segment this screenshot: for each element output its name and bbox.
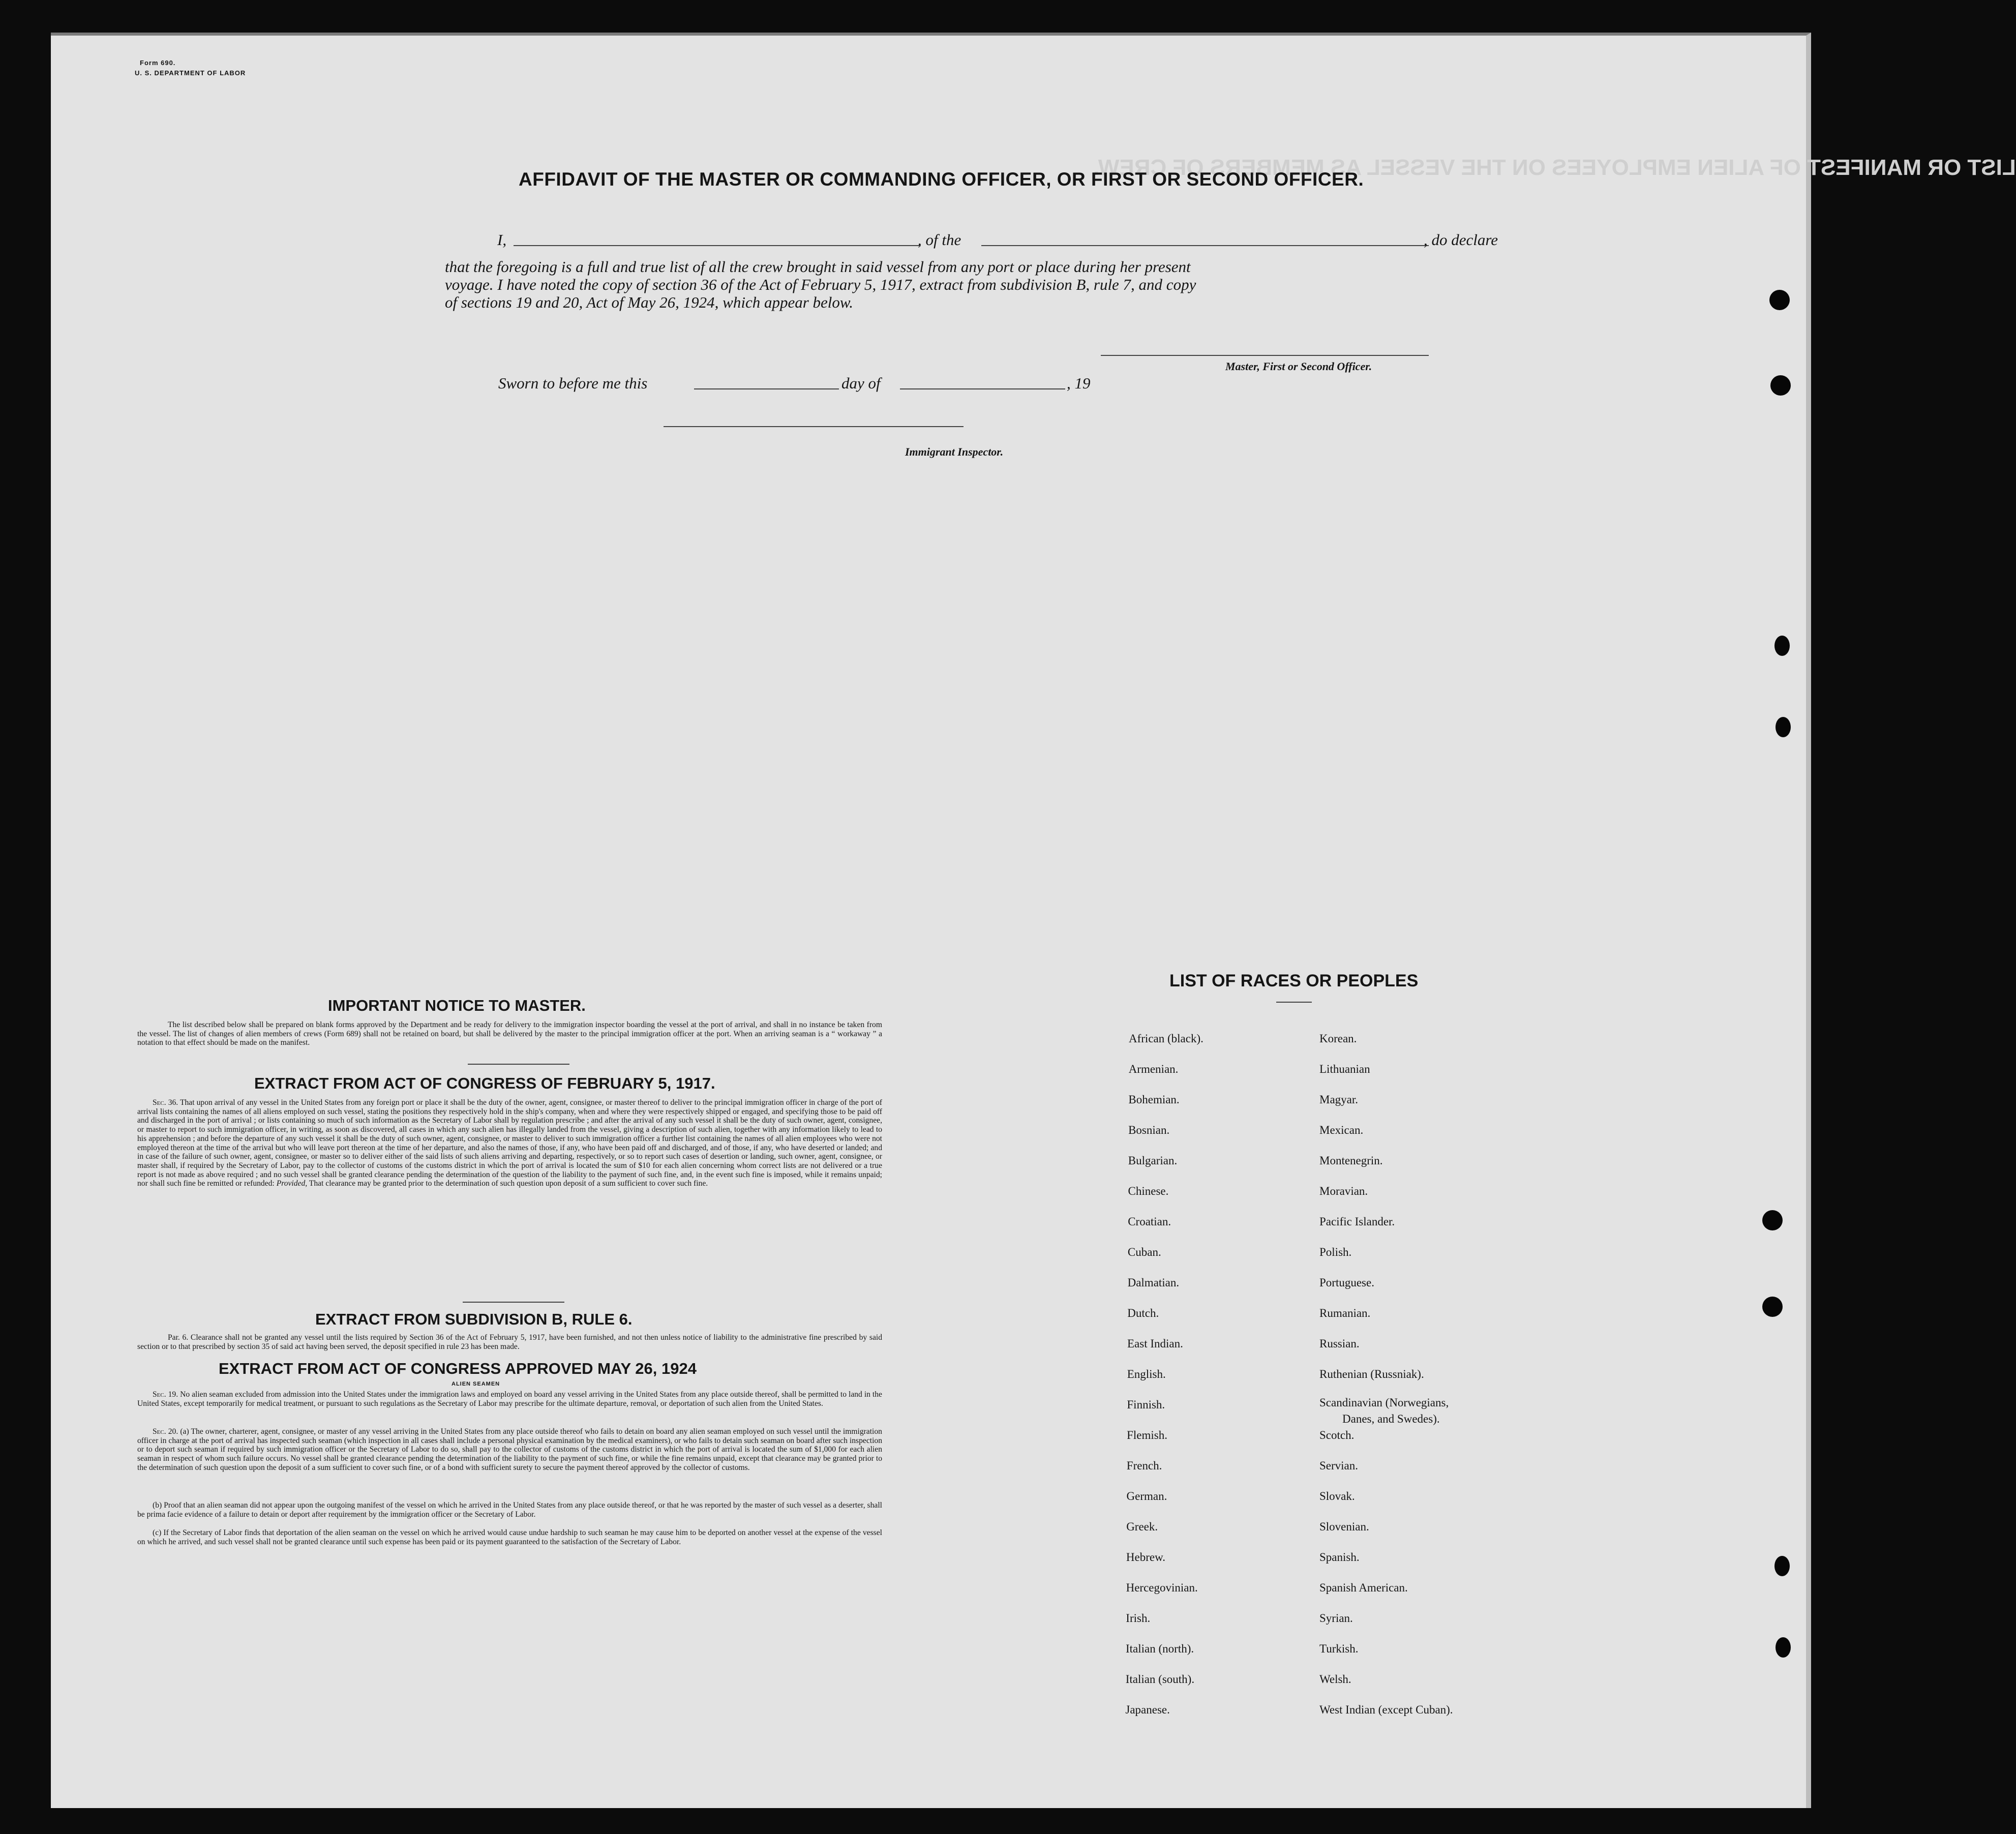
sec-36-text: That upon arrival of any vessel in the United States from any foreign port or place it shall be the duty of the owner, agent, consignee, or master thereof to deliver to the principal immigration officer in charge of the port of arrival lists containing the names of all aliens employed on such vessel, stating the positions they respectively hold in the ship's company, when and where they were respectively shipped or engaged, and specifying those to be paid off and discharged in the port of arrival ; or lists containing so much of such information as the Secretary of Labor shall by regulation prescribe ; and after the arrival of any such vessel it shall be the duty of such owner, agent, consignee, or master to report to such immigration officer, in writing, as soon as discovered, all cases in which any such alien has illegally landed from the vessel, giving a description of such alien, together with any information likely to lead to his apprehension ; and before the departure of any such vessel it shall be the duty of such owner, agent, consignee, or master to deliver to such immigration officer a further list containing the names of all alien employees who were not employed thereon at the time of the arrival but who will leave port thereon at the time of her departure, and also the names of those, if any, who have been paid off and discharged, and of those, if any, who have deserted or landed; and in case of the failure of such owner, agent, consignee, or master so to deliver either of the said lists of such aliens arriving and departing, respectively, or so to report such cases of desertion or landing, such owner, agent, consignee, or master shall, if required by the Secretary of Labor, pay to the collector of customs of the customs district in which the port of arrival is located the sum of $10 for each alien concerning whom correct lists are not delivered or a true report is not made as above required ; and no such vessel shall be granted clearance pending the determination of the question of the liability to the payment of such fine, and, in the event such fine is imposed, while it remains unpaid; nor shall such fine be remitted or refunded: xyxy=(137,1098,882,1188)
notice-title: IMPORTANT NOTICE TO MASTER. xyxy=(328,997,586,1014)
affidavit-body-line-3: of sections 19 and 20, Act of May 26, 1924, which appear below. xyxy=(445,293,854,311)
race-item: Bosnian. xyxy=(1128,1124,1170,1136)
form-number: Form 690. xyxy=(140,59,176,67)
master-signature-line[interactable] xyxy=(1101,355,1429,356)
alien-seamen-subtitle: ALIEN SEAMEN xyxy=(452,1381,500,1387)
race-item: Bulgarian. xyxy=(1128,1154,1178,1167)
race-item: Bohemian. xyxy=(1128,1093,1180,1106)
race-item: Magyar. xyxy=(1319,1093,1359,1106)
sec-20c-text: (c) If the Secretary of Labor finds that deportation of the alien seaman on the vessel on which he arrived would cause undue hardship to such seaman he may cause him to be deported on another vessel at the expense of the vessel on which he arrived, and such vessel shall not be granted clearance until such expense has been paid or its payment guaranteed to the satisfaction of the Secretary of Labor. xyxy=(137,1528,882,1546)
race-item: Spanish American. xyxy=(1319,1581,1408,1594)
proviso-label: Provided, xyxy=(276,1179,308,1188)
race-item: Scotch. xyxy=(1319,1429,1355,1441)
race-item: Danes, and Swedes). xyxy=(1342,1412,1440,1425)
race-item: Slovenian. xyxy=(1319,1520,1369,1533)
race-item: West Indian (except Cuban). xyxy=(1319,1703,1453,1716)
punch-hole xyxy=(1769,290,1790,310)
race-item: Ruthenian (Russniak). xyxy=(1319,1368,1424,1380)
divider xyxy=(1276,1002,1312,1003)
punch-hole xyxy=(1762,1210,1783,1230)
sec-19-label: Sec. 19. xyxy=(153,1390,178,1399)
extract-1924-title: EXTRACT FROM ACT OF CONGRESS APPROVED MAY 26, 1924 xyxy=(219,1360,697,1377)
inspector-caption: Immigrant Inspector. xyxy=(905,445,1004,458)
affidavit-i-label: I, xyxy=(497,231,507,249)
master-signature-caption: Master, First or Second Officer. xyxy=(1225,360,1372,373)
race-item: Cuban. xyxy=(1127,1246,1161,1258)
declarant-name-line[interactable] xyxy=(514,245,920,246)
race-item: Russian. xyxy=(1319,1337,1360,1350)
race-item: Mexican. xyxy=(1319,1124,1364,1136)
race-item: Rumanian. xyxy=(1319,1307,1371,1319)
punch-hole xyxy=(1774,636,1790,656)
punch-hole xyxy=(1770,375,1791,396)
race-item: Turkish. xyxy=(1319,1642,1359,1655)
rule-6-title: EXTRACT FROM SUBDIVISION B, RULE 6. xyxy=(315,1310,633,1328)
vessel-name-line[interactable] xyxy=(981,245,1429,246)
divider xyxy=(463,1302,564,1303)
rule-6-text: Par. 6. Clearance shall not be granted any vessel until the lists required by Section 36 of the Act of February 5, 1917, have been furnished, and not then unless notice of liability to the administrative fine prescribed by said section or to that prescribed by section 35 of said act having been served, the deposit specified in rule 23 has been made. xyxy=(137,1333,882,1351)
race-item: Hebrew. xyxy=(1126,1551,1165,1564)
race-item: Slovak. xyxy=(1319,1490,1355,1502)
affidavit-of-the-label: , of the xyxy=(918,231,961,249)
affidavit-body-line-2: voyage. I have noted the copy of section 36 of the Act of February 5, 1917, extract from subdivision B, rule 7, and copy xyxy=(445,276,1196,293)
day-of-label: day of xyxy=(841,374,881,392)
year-label: , 19 xyxy=(1067,374,1091,392)
bleed-through-title: LIST OR MANIFEST OF ALIEN EMPLOYEES ON THE VESSEL AS MEMBERS OF CREW. xyxy=(1093,155,2016,180)
race-item: Croatian. xyxy=(1128,1215,1171,1228)
inspector-signature-line[interactable] xyxy=(664,426,964,427)
race-item: Scandinavian (Norwegians, xyxy=(1319,1396,1449,1409)
sec-19-body: No alien seaman excluded from admission into the United States under the immigration laws and employed on board any vessel arriving in the United States from any place outside thereof, shall be permitted to land in the United States, except temporarily for medical treatment, or pursuant to such regulations as the Secretary of Labor may prescribe for the ultimate departure, removal, or deportation of such alien from the United States. xyxy=(137,1390,882,1408)
race-item: Chinese. xyxy=(1128,1185,1169,1197)
proviso-text: That clearance may be granted prior to the determination of such question upon deposit of a sum sufficient to cover such fine. xyxy=(309,1179,708,1188)
race-item: East Indian. xyxy=(1127,1337,1183,1350)
sec-20b-text: (b) Proof that an alien seaman did not appear upon the outgoing manifest of the vessel on which he arrived in the United States from any place outside thereof, or that he was reported by the master of such vessel as a deserter, shall be prima facie evidence of a failure to detain or deport after requirement by the immigration officer or the Secretary of Labor. xyxy=(137,1501,882,1519)
race-item: Japanese. xyxy=(1125,1703,1170,1716)
race-item: Armenian. xyxy=(1128,1063,1179,1075)
affidavit-do-declare: , do declare xyxy=(1424,231,1498,249)
race-item: Pacific Islander. xyxy=(1319,1215,1395,1228)
race-item: German. xyxy=(1126,1490,1167,1502)
sec-20-label: Sec. 20. xyxy=(153,1427,178,1436)
race-item: Polish. xyxy=(1319,1246,1352,1258)
race-item: Irish. xyxy=(1126,1612,1151,1625)
race-item: Montenegrin. xyxy=(1319,1154,1383,1167)
sec-36-label: Sec. 36. xyxy=(153,1098,178,1107)
race-item: Korean. xyxy=(1319,1032,1357,1045)
sec-19-text xyxy=(137,1390,882,1408)
race-item: Lithuanian xyxy=(1319,1063,1370,1075)
race-item: Italian (north). xyxy=(1126,1642,1194,1655)
race-item: Greek. xyxy=(1126,1520,1158,1533)
race-item: French. xyxy=(1126,1459,1162,1472)
race-item: Servian. xyxy=(1319,1459,1359,1472)
sworn-day-line[interactable] xyxy=(694,388,839,389)
race-item: English. xyxy=(1127,1368,1166,1380)
punch-hole xyxy=(1762,1297,1783,1317)
punch-hole xyxy=(1774,1556,1790,1576)
race-item: Syrian. xyxy=(1319,1612,1353,1625)
sworn-label: Sworn to before me this xyxy=(498,374,648,392)
extract-1917-text xyxy=(137,1098,882,1188)
sec-20a-body: (a) The owner, charterer, agent, consignee, or master of any vessel arriving in the United States from any place outside thereof who fails to detain on board any alien seaman employed on such vessel until the immigration officer in charge at the port of arrival has inspected such seaman (which inspection in all cases shall include a personal physical examination by the medical examiners), or who fails to detain such seaman on board after such inspection or to deport such seaman if required by such immigration officer or the Secretary of Labor to do so, shall pay to the collector of customs of the customs district in which the port of arrival is located the sum of $1,000 for each alien seaman in respect of whom such failure occurs. No vessel shall be granted clearance pending the determination of the liability to the payment of such fine, or while the fine remains unpaid, except that clearance may be granted prior to the determination of such question upon the deposit of a sum sufficient to cover such fine, or of a bond with sufficient surety to secure the payment thereof approved by the collector of customs. xyxy=(137,1427,882,1472)
races-title: LIST OF RACES OR PEOPLES xyxy=(1169,971,1419,990)
race-item: Dalmatian. xyxy=(1127,1276,1180,1289)
punch-hole xyxy=(1776,717,1791,737)
affidavit-body-line-1: that the foregoing is a full and true list of all the crew brought in said vessel from any port or place during her present xyxy=(445,258,1191,276)
race-item: African (black). xyxy=(1129,1032,1203,1045)
race-item: Welsh. xyxy=(1319,1673,1351,1686)
manifest-page xyxy=(51,33,2016,1808)
affidavit-title: AFFIDAVIT OF THE MASTER OR COMMANDING OFFICER, OR FIRST OR SECOND OFFICER. xyxy=(519,169,1364,190)
punch-hole xyxy=(1776,1637,1791,1658)
sec-20a-text xyxy=(137,1427,882,1472)
race-item: Moravian. xyxy=(1319,1185,1368,1197)
notice-text: The list described below shall be prepared on blank forms approved by the Department and be ready for delivery to the immigration inspector boarding the vessel at the port of arrival, and shall in no instance be taken from the vessel. The list of changes of alien members of crews (Form 689) shall not be retained on board, but shall be delivered by the master to the principal immigration officer at the port. When an arriving seaman is a “ workaway ” a notation to that effect should be made on the manifest. xyxy=(137,1020,882,1047)
extract-1917-title: EXTRACT FROM ACT OF CONGRESS OF FEBRUARY 5, 1917. xyxy=(254,1074,715,1092)
race-item: Flemish. xyxy=(1127,1429,1167,1441)
race-item: Italian (south). xyxy=(1125,1673,1195,1686)
sworn-month-line[interactable] xyxy=(900,388,1065,389)
divider xyxy=(468,1064,569,1065)
race-item: Hercegovinian. xyxy=(1126,1581,1198,1594)
race-item: Portuguese. xyxy=(1319,1276,1374,1289)
race-item: Dutch. xyxy=(1127,1307,1159,1319)
department-label: U. S. DEPARTMENT OF LABOR xyxy=(135,69,246,77)
race-item: Finnish. xyxy=(1127,1398,1165,1411)
race-item: Spanish. xyxy=(1319,1551,1360,1564)
